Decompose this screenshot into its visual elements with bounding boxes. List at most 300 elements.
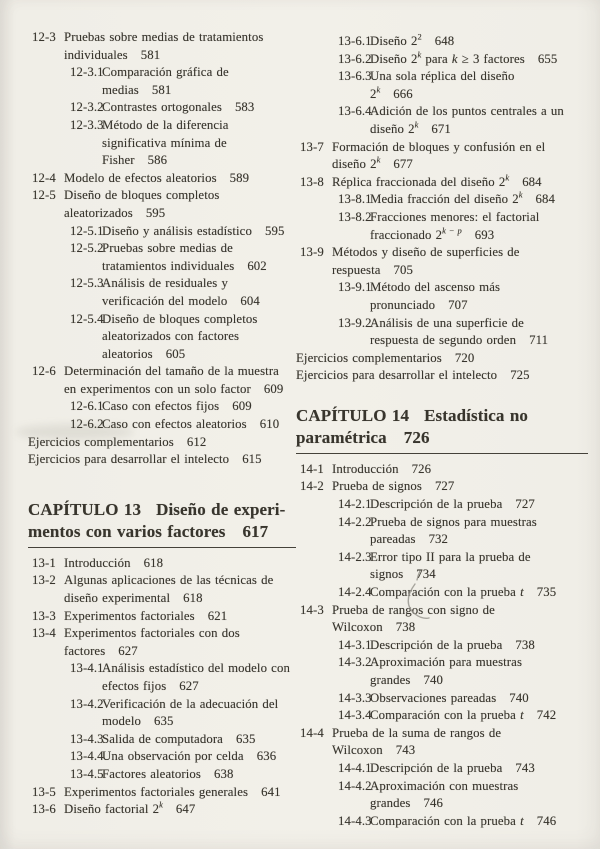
- section-number: 13-6.3: [338, 69, 372, 84]
- section-number: 13-5: [32, 784, 56, 799]
- chapter-page-number: 726: [403, 428, 430, 448]
- title-text: Caso con efectos fijos: [102, 399, 220, 414]
- page-number: 586: [147, 153, 168, 168]
- title-text: Fisher: [102, 153, 135, 168]
- toc-entry: [28, 311, 296, 364]
- title-text: Observaciones pareadas: [370, 690, 497, 705]
- toc-entry: [28, 187, 296, 222]
- superscript-text: k: [505, 172, 510, 183]
- section-title: [102, 748, 276, 766]
- page-number: 615: [242, 452, 262, 467]
- section-title: [64, 363, 283, 398]
- section-number: 13-4.4: [70, 749, 104, 764]
- title-text: Experimentos factoriales con dos: [64, 626, 240, 641]
- title-text: Análisis estadístico del modelo con: [102, 661, 290, 676]
- section-number: 13-9: [300, 245, 324, 260]
- toc-entry: [28, 451, 296, 469]
- toc-entry: [28, 416, 296, 434]
- section-number: 12-3.2: [70, 100, 104, 115]
- toc-entry: [296, 315, 588, 350]
- section-title: [102, 398, 252, 416]
- page-number: 732: [428, 532, 449, 547]
- title-text: Diseño 2: [370, 34, 418, 48]
- section-number: 12-3: [32, 30, 56, 44]
- page-number: 589: [229, 170, 250, 185]
- section-title: [370, 209, 539, 244]
- section-title: [102, 660, 290, 695]
- page-number: 707: [448, 297, 468, 312]
- section-number: 12-5.1: [70, 223, 104, 238]
- superscript-text: k: [159, 799, 163, 810]
- title-text: factores: [64, 643, 106, 658]
- section-title: [296, 350, 474, 368]
- title-text: Diseño de bloques completos: [102, 311, 258, 326]
- page-number: 740: [509, 690, 529, 705]
- title-text: diseño 2: [332, 157, 377, 172]
- title-text: individuales: [64, 47, 128, 62]
- section-number: 12-5.2: [70, 241, 104, 256]
- title-text: Aproximación para muestras: [370, 655, 523, 670]
- page-number: 583: [234, 100, 255, 115]
- title-text: Ejercicios complementarios: [296, 350, 442, 365]
- page-number: 711: [529, 333, 549, 348]
- title-text: Prueba de la suma de rangos de: [332, 725, 502, 740]
- toc-entry: [296, 478, 588, 496]
- toc-entry: [28, 117, 296, 170]
- title-text: modelo: [102, 714, 141, 729]
- section-title: [332, 244, 520, 279]
- toc-entry: [296, 174, 588, 192]
- section-number: 13-6.2: [338, 51, 372, 66]
- section-title: [370, 51, 557, 69]
- section-number: 14-2: [300, 479, 324, 494]
- title-text: Diseño y análisis estadístico: [102, 223, 252, 238]
- title-text: Una observación por celda: [102, 749, 244, 764]
- section-title: [332, 602, 495, 637]
- title-text: Aproximación con muestras: [370, 778, 519, 793]
- section-title: [28, 434, 206, 452]
- title-text: Análisis de residuales y: [102, 276, 228, 291]
- title-text: Prueba de signos: [332, 479, 422, 494]
- section-gap: [28, 469, 296, 499]
- toc-column-left: [28, 29, 296, 819]
- section-title: [370, 637, 535, 655]
- title-text: Diseño factorial 2: [64, 802, 160, 817]
- toc-entry: [296, 813, 588, 831]
- toc-entry: [28, 748, 296, 766]
- toc-entry: [28, 363, 296, 398]
- section-number: 12-5.4: [70, 311, 104, 326]
- section-number: 14-4.1: [338, 760, 372, 775]
- title-text: Algunas aplicaciones de las técnicas de: [64, 573, 274, 588]
- section-number: 12-3.3: [70, 117, 104, 132]
- section-title: [102, 416, 279, 434]
- title-text: respuesta: [332, 262, 381, 277]
- superscript-text: k: [518, 190, 523, 201]
- section-number: 13-6: [32, 802, 56, 817]
- toc-entry: [296, 654, 588, 689]
- page-number: 605: [165, 346, 186, 361]
- title-text: Comparación gráfica de: [102, 65, 229, 80]
- section-number: 14-2.1: [338, 497, 372, 512]
- section-title: [102, 696, 278, 731]
- section-title: [102, 64, 229, 99]
- section-title: [332, 725, 501, 760]
- toc-entry: [296, 725, 588, 760]
- toc-entry: [296, 139, 588, 174]
- page-number: 636: [256, 749, 277, 764]
- toc-entry: [28, 223, 296, 241]
- page-number: 621: [207, 608, 228, 623]
- section-title: [332, 461, 431, 479]
- section-number: 13-4.3: [70, 731, 104, 746]
- section-number: 13-8: [300, 174, 324, 189]
- toc-entry: [28, 434, 296, 452]
- title-text: Introducción: [332, 461, 399, 476]
- page-number: 742: [536, 708, 557, 723]
- section-number: 14-3.1: [338, 637, 372, 652]
- title-text: 2: [370, 86, 377, 101]
- section-number: 14-1: [300, 461, 324, 476]
- title-text: Pruebas sobre medias de tratamientos: [64, 30, 264, 44]
- section-title: [370, 584, 556, 602]
- title-text: significativa mínima de: [102, 135, 227, 150]
- superscript-text: k − p: [442, 225, 462, 236]
- title-text: Media fracción del diseño 2: [370, 192, 519, 207]
- page-number: 738: [395, 620, 416, 635]
- section-title: [296, 367, 530, 385]
- page-number: 746: [423, 796, 443, 811]
- title-text: Wilcoxon: [332, 743, 383, 758]
- section-title: [64, 572, 273, 607]
- page-number: 618: [143, 555, 164, 570]
- section-title: [64, 801, 195, 819]
- title-text: Contrastes ortogonales: [102, 100, 222, 115]
- section-number: 14-4.2: [338, 778, 372, 793]
- toc-entry: [296, 549, 588, 584]
- toc-entry: [296, 584, 588, 602]
- page-number: 627: [118, 643, 138, 658]
- section-number: 13-1: [32, 555, 56, 570]
- title-text: Comparación con la prueba: [370, 708, 521, 723]
- section-title: [370, 654, 522, 689]
- title-text: Prueba de rangos con signo de: [332, 602, 495, 617]
- section-title: [64, 29, 263, 64]
- section-title: [64, 555, 163, 573]
- title-text: Diseño 2: [370, 51, 418, 66]
- title-text: para: [421, 51, 452, 66]
- section-title: [370, 813, 556, 831]
- section-number: 13-3: [32, 608, 56, 623]
- heading-rule: [296, 453, 588, 454]
- section-title: [370, 690, 529, 708]
- section-number: 14-4: [300, 725, 324, 740]
- title-text: Caso con efectos aleatorios: [102, 417, 247, 432]
- toc-entry: [296, 707, 588, 725]
- toc-entry: [296, 637, 588, 655]
- toc-entry: [28, 29, 296, 64]
- section-number: 14-3.2: [338, 655, 372, 670]
- title-text: grandes: [370, 673, 411, 687]
- page-number: 743: [395, 743, 416, 758]
- toc-entry: [28, 398, 296, 416]
- superscript-text: k: [376, 84, 381, 95]
- title-text: respuesta de segundo orden: [370, 333, 517, 348]
- title-text: Descripción de la prueba: [370, 637, 503, 652]
- section-title: [370, 760, 535, 778]
- title-text: Una sola réplica del diseño: [370, 69, 515, 84]
- section-title: [370, 103, 564, 138]
- section-title: [332, 478, 454, 496]
- toc-entry: [28, 240, 296, 275]
- section-title: [102, 311, 257, 364]
- title-text: Análisis de una superficie de: [370, 315, 524, 330]
- page-number: 727: [434, 479, 455, 494]
- section-number: 13-4.2: [70, 696, 104, 711]
- chapter-title: paramétrica: [296, 428, 387, 448]
- section-number: 12-5.3: [70, 276, 104, 291]
- superscript-text: k: [376, 154, 381, 165]
- section-gap: [296, 385, 588, 405]
- section-title: [64, 608, 227, 626]
- page-number: 746: [536, 813, 557, 828]
- page-number: 609: [263, 381, 284, 396]
- toc-entry: [296, 461, 588, 479]
- title-text: Experimentos factoriales: [64, 608, 195, 623]
- toc-entry: [296, 103, 588, 138]
- title-text: Método de la diferencia: [102, 117, 229, 132]
- title-text: Pruebas sobre medias de: [102, 241, 233, 256]
- toc-entry: [296, 68, 588, 103]
- page-number: 581: [140, 47, 161, 62]
- section-number: 13-4.5: [70, 766, 104, 781]
- section-number: 14-4.3: [338, 813, 372, 828]
- superscript-text: k: [414, 119, 419, 130]
- title-text: aleatorizados con factores: [102, 329, 240, 344]
- chapter-title: Estadística no: [424, 405, 529, 425]
- toc-entry: [28, 275, 296, 310]
- title-text: Introducción: [64, 555, 131, 570]
- page-number: 595: [264, 223, 285, 238]
- page-number: 735: [536, 585, 557, 600]
- toc-entry: [28, 608, 296, 626]
- page-number: 684: [522, 174, 542, 189]
- section-title: [102, 99, 254, 117]
- title-text: Comparación con la prueba: [370, 813, 521, 828]
- title-text: verificación del modelo: [102, 293, 228, 308]
- title-text: t: [520, 585, 524, 600]
- toc-entry: [28, 766, 296, 784]
- title-text: Wilcoxon: [332, 620, 383, 635]
- toc-entry: [296, 760, 588, 778]
- toc-entry: [28, 170, 296, 188]
- title-text: Adición de los puntos centrales a un: [370, 104, 564, 119]
- section-title: [102, 240, 267, 275]
- chapter-heading: [28, 499, 296, 548]
- page-number: 738: [515, 637, 535, 652]
- title-text: Ejercicios para desarrollar el intelecto: [296, 368, 498, 383]
- title-text: Diseño de bloques completos: [64, 188, 220, 203]
- superscript-text: k: [417, 49, 422, 60]
- title-text: Ejercicios complementarios: [28, 434, 174, 449]
- toc-column-right: [296, 33, 588, 830]
- title-text: Modelo de efectos aleatorios: [64, 170, 217, 185]
- page-number: 743: [515, 760, 535, 775]
- title-text: grandes: [370, 796, 411, 811]
- page-number: 720: [454, 350, 475, 365]
- chapter-title: mentos con varios factores: [28, 522, 226, 542]
- title-text: aleatorios: [102, 346, 153, 361]
- title-text: pronunciado: [370, 297, 436, 312]
- section-title: [370, 514, 537, 549]
- section-title: [370, 279, 500, 314]
- section-number: 14-3.4: [338, 708, 372, 723]
- section-number: 14-3.3: [338, 690, 372, 705]
- toc-entry: [296, 367, 588, 385]
- section-title: [370, 496, 535, 514]
- section-number: 14-2.4: [338, 585, 372, 600]
- title-text: pareadas: [370, 532, 416, 547]
- page-number: 671: [431, 121, 451, 136]
- title-text: fraccionado 2: [370, 227, 443, 242]
- toc-entry: [296, 496, 588, 514]
- title-text: signos: [370, 567, 404, 582]
- section-title: [370, 68, 515, 103]
- toc-entry: [296, 51, 588, 69]
- section-number: 14-3: [300, 602, 324, 617]
- title-text: diseño experimental: [64, 591, 171, 606]
- section-title: [64, 784, 281, 802]
- section-title: [102, 223, 284, 241]
- title-text: t: [520, 813, 524, 828]
- section-number: 13-9.1: [338, 280, 372, 295]
- section-title: [332, 174, 542, 192]
- title-text: Verificación de la adecuación del: [102, 696, 279, 711]
- toc-entry: [28, 555, 296, 573]
- title-text: Réplica fraccionada del diseño 2: [332, 174, 506, 189]
- title-text: medias: [102, 82, 139, 97]
- title-text: en experimentos con un solo factor: [64, 381, 251, 396]
- toc-entry: [28, 696, 296, 731]
- page-number: 641: [261, 784, 281, 799]
- section-title: [370, 315, 548, 350]
- page-number: 705: [393, 262, 414, 277]
- section-number: 13-7: [300, 139, 324, 154]
- page-number: 638: [214, 766, 234, 781]
- chapter-number: CAPÍTULO 14: [296, 405, 410, 425]
- title-text: Fracciones menores: el factorial: [370, 209, 540, 224]
- title-text: Descripción de la prueba: [370, 497, 503, 512]
- page-number: 635: [153, 714, 174, 729]
- page-number: 648: [434, 34, 455, 48]
- toc-entry: [28, 625, 296, 660]
- section-title: [28, 451, 262, 469]
- section-number: 13-9.2: [338, 315, 372, 330]
- section-number: 13-8.1: [338, 192, 372, 207]
- title-text: Descripción de la prueba: [370, 760, 503, 775]
- section-title: [64, 187, 219, 222]
- toc-entry: [28, 64, 296, 99]
- page-number: 595: [145, 205, 166, 220]
- section-title: [370, 191, 555, 209]
- page-number: 655: [537, 51, 558, 66]
- page-number: 604: [240, 293, 260, 308]
- section-title: [64, 625, 240, 660]
- toc-entry: [296, 279, 588, 314]
- section-title: [370, 707, 556, 725]
- section-title: [370, 778, 518, 813]
- toc-entry: [28, 731, 296, 749]
- section-number: 14-2.3: [338, 549, 372, 564]
- page-number: 740: [423, 673, 443, 687]
- page-number: 726: [411, 461, 432, 476]
- section-number: 12-3.1: [70, 65, 104, 80]
- title-text: Factores aleatorios: [102, 766, 201, 781]
- chapter-number: CAPÍTULO 13: [28, 499, 142, 519]
- title-text: Ejercicios para desarrollar el intelecto: [28, 452, 230, 467]
- toc-entry: [28, 572, 296, 607]
- page-number: 635: [235, 731, 256, 746]
- toc-entry: [28, 784, 296, 802]
- title-text: Prueba de signos para muestras: [370, 514, 537, 529]
- superscript-text: 2: [417, 31, 422, 42]
- title-text: Error tipo II para la prueba de: [370, 549, 531, 564]
- page-number: 727: [515, 497, 535, 512]
- title-text: Método del ascenso más: [370, 280, 501, 295]
- toc-entry: [296, 602, 588, 637]
- section-number: 13-8.2: [338, 209, 372, 224]
- title-text: diseño 2: [370, 121, 415, 136]
- title-text: Formación de bloques y confusión en el: [332, 139, 546, 154]
- toc-entry: [296, 33, 588, 51]
- section-number: 12-6.1: [70, 399, 104, 414]
- chapter-heading: [296, 405, 588, 454]
- title-text: aleatorizados: [64, 205, 133, 220]
- section-number: 12-6.2: [70, 417, 104, 432]
- toc-entry: [296, 191, 588, 209]
- chapter-title: Diseño de experi-: [156, 499, 286, 519]
- title-text: ≥ 3 factores: [457, 51, 525, 66]
- toc-entry: [296, 244, 588, 279]
- title-text: Métodos y diseño de superficies de: [332, 245, 520, 260]
- section-number: 12-6: [32, 364, 56, 379]
- page-number: 610: [259, 417, 280, 432]
- page-number: 693: [474, 227, 495, 242]
- page-number: 627: [179, 679, 199, 693]
- section-number: 13-2: [32, 573, 56, 588]
- section-title: [102, 275, 260, 310]
- section-number: 12-5: [32, 188, 56, 203]
- title-text: Experimentos factoriales generales: [64, 784, 249, 799]
- section-title: [370, 33, 454, 51]
- section-title: [332, 139, 545, 174]
- section-title: [370, 549, 531, 584]
- section-number: 13-6.4: [338, 104, 372, 119]
- toc-entry: [296, 690, 588, 708]
- toc-entry: [296, 350, 588, 368]
- page-number: 734: [416, 567, 436, 582]
- page-number: 666: [393, 86, 413, 101]
- toc-entry: [296, 514, 588, 549]
- section-title: [102, 117, 229, 170]
- title-text: Comparación con la prueba: [370, 585, 521, 600]
- section-title: [102, 766, 234, 784]
- section-number: 13-4: [32, 626, 56, 641]
- title-text: tratamientos individuales: [102, 258, 235, 273]
- title-text: Salida de computadora: [102, 731, 223, 746]
- section-number: 12-4: [32, 170, 56, 185]
- section-number: 13-4.1: [70, 661, 104, 676]
